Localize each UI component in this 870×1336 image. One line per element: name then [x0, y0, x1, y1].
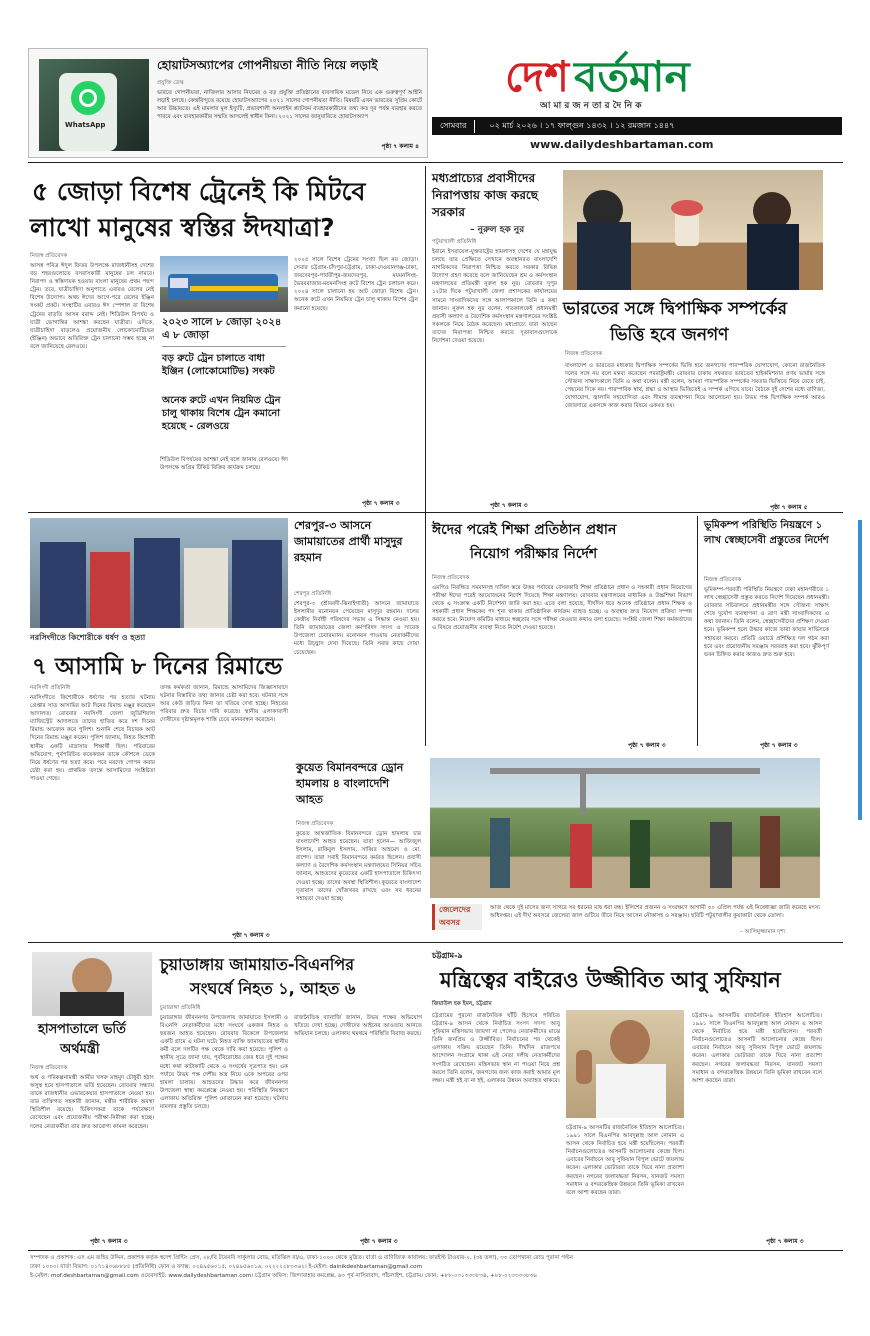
kuwait-byline: নিজস্ব প্রতিবেদক	[296, 821, 334, 827]
narsingdi-byline: নরসিংদী প্রতিনিধি	[30, 685, 71, 691]
sherpur-headline[interactable]: শেরপুর-৩ আসনে জামায়াতের প্রার্থী মাসুদুর রহমান	[294, 519, 403, 564]
kuwait-body: কুয়েত আন্তর্জাতিক বিমানবন্দরে ড্রোন হামলায় চার বাংলাদেশি আহত হয়েছেন। তারা হলেন— আজিজুল ইসলাম, রাকিবুল ইসলাম, সাব্বির আহমেদ ও মো. রাশেদ। তারা সবাই বিমানবন্দরে কর্মরত ছিলেন। প্রবাসী কল্যাণ ও বৈদেশিক কর্মসংস্থান মন্ত্রণালয়ের সিনিয়র সচিব জানান, আহতদের কুয়েতের একটি হাসপাতালে চিকিৎসা দেওয়া হচ্ছে। তাদের অবস্থা স্থিতিশীল। কুয়েতে বাংলাদেশ দূতাবাস তাদের খোঁজখবর রাখছে এবং সব ধরনের সহায়তা দেওয়া হচ্ছে।	[296, 831, 421, 902]
lead-headline-1[interactable]: ৫ জোড়া বিশেষ ট্রেনেই কি মিটবে	[32, 177, 366, 206]
police-photo	[30, 518, 288, 628]
pull-quote-2: বড় রুটে ট্রেন চালাতে বাধা ইঞ্জিন (লোকোমোটিভ) সংকট	[162, 353, 275, 377]
india-continued[interactable]: পৃষ্ঠা ৭ কলাম ৫	[770, 504, 808, 511]
lead-headline-2[interactable]: লাখো মানুষের স্বস্তির ঈদযাত্রা?	[30, 213, 335, 242]
expat-continued[interactable]: পৃষ্ঠা ৭ কলাম ৩	[490, 502, 528, 509]
narsingdi-continued[interactable]: পৃষ্ঠা ৭ কলাম ৩	[232, 932, 270, 939]
whatsapp-phone-image	[39, 59, 149, 151]
train-photo	[160, 256, 288, 312]
expat-byline: পটুয়াখালী প্রতিনিধি	[432, 239, 477, 245]
hospital-body: অর্থ ও পরিকল্পনামন্ত্রী আমীর খসরু মাহমুদ চৌধুরী হঠাৎ অসুস্থ হয়ে হাসপাতালে ভর্তি হয়েছেন। রোববার সন্ধ্যায় তাকে রাজধানীর এভারকেয়ার হাসপাতালে নেওয়া হয়। তার ব্যক্তিগত সহকারী জানান, মন্ত্রীর শারীরিক অবস্থা স্থিতিশীল রয়েছে। চিকিৎসকরা তাকে পর্যবেক্ষণে রেখেছেন এবং প্রয়োজনীয় পরীক্ষা-নিরীক্ষা করা হচ্ছে। দলের নেতাকর্মীরা তার দ্রুত আরোগ্য কামনা করেছেন।	[30, 1075, 154, 1130]
promo-continued[interactable]: পৃষ্ঠা ৭ কলাম ৪	[381, 143, 419, 150]
quake-headline[interactable]: ভূমিকম্প পরিস্থিতি নিয়ন্ত্রণে ১ লাখ স্বেচ্ছাসেবী প্রস্তুতের নির্দেশ	[704, 520, 829, 546]
exam-headline-1[interactable]: ঈদের পরেই শিক্ষা প্রতিষ্ঠান প্রধান	[432, 522, 617, 538]
exam-byline: নিজস্ব প্রতিবেদক	[432, 575, 470, 581]
promo-byline: প্রযুক্তি ডেস্ক	[157, 80, 184, 86]
abu-sufian-photo	[566, 1010, 684, 1118]
narsingdi-body: নরসিংদীতে কিশোরীকে ধর্ষণের পর হত্যার ঘটনায় গ্রেপ্তার সাত আসামির আট দিনের রিমান্ড মঞ্জুর করেছেন আদালত। রোববার নরসিংদী জেলা জুডিশিয়াল ম্যাজিস্ট্রেট আদালতে তাদের হাজির করে দশ দিনের রিমান্ড আবেদন করে পুলিশ। শুনানি শেষে বিচারক আট দিনের রিমান্ড মঞ্জুর করেন। পুলিশ জানায়, নিহত কিশোরী স্থানীয় একটি মাদ্রাসার শিক্ষার্থী ছিল। পরিবারের অভিযোগ, পূর্বপরিচিত কয়েকজন তাকে কৌশলে ডেকে নিয়ে ধর্ষণের পর হত্যা করে। পরে মরদেহ গোপন করার চেষ্টা করা হয়। প্রাথমিক তদন্তে আসামিদের সংশ্লিষ্টতা পাওয়া গেছে।	[30, 695, 155, 782]
ctg-continued[interactable]: পৃষ্ঠা ৭ কলাম ৩	[766, 1238, 804, 1245]
app-badge: WhatsApp	[65, 121, 106, 129]
sherpur-byline: শেরপুর প্রতিনিধি	[294, 591, 331, 597]
chuadanga-body-2: রাজনৈতিক ব্যানার্জি জানান, উভয় পক্ষের অভিযোগ খতিয়ে দেখা হচ্ছে। দোষীদের আইনের আওতায় আনতে অভিযান চলছে। এলাকায় থমথমে পরিস্থিতি বিরাজ করছে।	[294, 1015, 422, 1038]
footer-divider	[28, 1250, 843, 1251]
ctg-label: চট্টগ্রাম-৯	[432, 951, 463, 960]
promo-title[interactable]: হোয়াটসঅ্যাপের গোপনীয়তা নীতি নিয়ে লড়াই	[157, 58, 378, 72]
expat-body: ইরানে ইসরায়েল-যুক্তরাষ্ট্রের হামলাসহ দেশের যে মহাযুদ্ধ চলছে তার প্রেক্ষিতে সেখানে অবস্থানরত বাংলাদেশি নাগরিকদের নিরাপত্তা নিশ্চিত করতে সরকার বিভিন্ন উদ্যোগ গ্রহণ করেছে বলে জানিয়েছেন শ্রম ও কর্মসংস্থান মন্ত্রণালয়ের প্রতিমন্ত্রী নুরুল হক নুর। রোববার দুপুর ১২টার দিকে পটুয়াখালী জেলা প্রশাসকের কার্যালয়ের সামনে সাংবাদিকদের সঙ্গে আলাপকালে তিনি এ কথা জানান। নুরুল হক নুর বলেন, গতকালকেই প্রধানমন্ত্রী প্রবাসী কল্যাণ ও বৈদেশিক কর্মসংস্থান মন্ত্রণালয়ের সংশ্লিষ্ট সকলকে নিয়ে বৈঠক করেছেন। মধ্যপ্রাচ্যে যারা আছেন তাদের নিরাপত্তা নিশ্চিত করতে দূতাবাসগুলোকে নির্দেশনা দেওয়া হয়েছে।	[432, 249, 557, 345]
ctg-headline[interactable]: মন্ত্রিত্বের বাইরেও উজ্জীবিত আবু সুফিয়ান	[440, 968, 781, 992]
india-body: বাংলাদেশ ও ভারতের মধ্যকার দ্বিপাক্ষিক সম্পর্কের ভিত্তি হবে জনগণের পারস্পরিক যোগাযোগ, কোনো রাজনৈতিক দলের সঙ্গে নয় বলে মন্তব্য করেছেন পররাষ্ট্রমন্ত্রী। রোববার ঢাকায় সফররত ভারতের হাইকমিশনার প্রণয় ভার্মার সঙ্গে সৌজন্য সাক্ষাৎকালে তিনি এ কথা বলেন। মন্ত্রী বলেন, আমরা পারস্পরিক সম্পর্কের সমতার ভিত্তিতে নিয়ে যেতে চাই, পেছনের দিকে নয়। পারস্পরিক স্বার্থ, শ্রদ্ধা ও আস্থার ভিত্তিতেই এ সম্পর্ক এগিয়ে যাবে। বৈঠকে দুই দেশের মধ্যে বাণিজ্য, যোগাযোগ, জ্বালানি সহযোগিতা এবং সীমান্ত ব্যবস্থাপনা নিয়ে আলোচনা হয়। উভয় পক্ষ দ্বিপাক্ষিক সম্পর্ক আরও জোরদারে একসঙ্গে কাজ করার বিষয়ে একমত হয়।	[565, 363, 825, 410]
exam-continued[interactable]: পৃষ্ঠা ৭ কলাম ৩	[628, 742, 666, 749]
hospital-byline: নিজস্ব প্রতিবেদক	[30, 1065, 68, 1071]
lead-col-tail: শিডিউল বিপর্যয়ের আশঙ্কা নেই বলে জানায় রেলওয়ে। ঈদ উপলক্ষে অগ্রিম টিকিট বিক্রির কার্যক্রম চলছে।	[160, 457, 288, 472]
exam-headline-2[interactable]: নিয়োগ পরীক্ষার নির্দেশ	[470, 546, 598, 562]
chuadanga-body: চুয়াডাঙ্গার জীবননগর উপজেলায় জামায়াতে ইসলামী ও বিএনপি নেতাকর্মীদের মধ্যে সংঘর্ষে একজন নিহত ও ছয়জন আহত হয়েছেন। রোববার বিকেলে উপজেলার একটি গ্রামে এ ঘটনা ঘটে। নিহত ব্যক্তি জামায়াতের স্থানীয় কর্মী বলে দলটির পক্ষ থেকে দাবি করা হয়েছে। পুলিশ ও স্থানীয় সূত্রে জানা যায়, পূর্ববিরোধের জের ধরে দুই পক্ষের মধ্যে কথা কাটাকাটি থেকে এ সংঘর্ষের সূত্রপাত হয়। এক পর্যায়ে উভয় পক্ষ দেশীয় অস্ত্র নিয়ে একে অপরের ওপর হামলা চালায়। আহতদের উদ্ধার করে জীবননগর উপজেলা স্বাস্থ্য কমপ্লেক্সে নেওয়া হয়। পরিস্থিতি নিয়ন্ত্রণে এলাকায় অতিরিক্ত পুলিশ মোতায়েন করা হয়েছে। ঘটনায় মামলার প্রস্তুতি চলছে।	[160, 1015, 288, 1111]
india-byline: নিজস্ব প্রতিবেদক	[565, 351, 603, 357]
fishing-label-2: অবসর	[439, 918, 461, 927]
v-divider-2	[697, 516, 698, 746]
date-day: সোমবার	[432, 120, 475, 133]
date-full: ০২ মার্চ ২০২৬ । ১৭ ফাল্গুন ১৪৩২ । ১২ রমজান ১৪৪৭	[489, 120, 675, 130]
india-headline-1[interactable]: ভারতের সঙ্গে দ্বিপাক্ষিক সম্পর্কের	[563, 299, 787, 319]
fishing-photo	[430, 758, 820, 898]
whatsapp-logo-icon	[79, 89, 97, 107]
meeting-photo	[563, 170, 823, 290]
quake-continued[interactable]: পৃষ্ঠা ৭ কলাম ৩	[760, 742, 798, 749]
lead-col-1: আসন্ন পবিত্র ঈদুল ফিতর উপলক্ষে রাজধানীসহ দেশের বড় শহরগুলোতে বসবাসকারী মানুষের ঢল নামবে। নিরাপদ ও স্বস্তিদায়ক হওয়ায় বাংলা মানুষের প্রথম পছন্দ ট্রেন। তবে, যাত্রীচাহিদা অনুপাতে এবারও রেলের নেই বিশেষ উদ্যোগ। অথচ ঈদের আগে-পরে রেলের ইঞ্জিন সংকট প্রকট। সংস্থাটির এবারও ঈদ স্পেশাল বা বিশেষ ট্রেনের বাড়তি আসন বরাদ্দ নেই। শিডিউল বিপর্যয় ও যাত্রী ভোগান্তির আশঙ্কা করছেন যাত্রীরা। এদিকে, যাত্রীচাহিদা বাড়লেও প্রয়োজনীয় লোকোমোটিভের (ইঞ্জিন) অভাবে অতিরিক্ত ট্রেন চালানো সম্ভব হচ্ছে না বলে জানিয়েছে রেলওয়ে।	[30, 263, 154, 350]
india-headline-2[interactable]: ভিত্তি হবে জনগণ	[610, 325, 729, 345]
h-divider-3	[28, 942, 843, 943]
promo-body: ভারতে গোপনীয়তা, নাজিলার আসার নিয়মের ও বড় প্রযুক্তি প্রতিষ্ঠানের ব্যবসায়িক মডেল নিয়ে এক গুরুত্বপূর্ণ আইনি লড়াই চলছে। কেন্দ্রবিন্দুতে রয়েছে হোয়াটসঅ্যাপের ২০২১ সালের গোপনীয়তা নীতি। বিষয়টি এখন ভারতের সুপ্রিম কোর্টে আর উচ্চায়তে। এই মামলার মূল ইস্যুটি, প্রভাবশালী অনলাইন প্ল্যাটফর্ম ব্যবহারকারীদের তথ্য কত দূর পর্যন্ত ব্যবহার করতে পারবে এবং ব্যবহারকারীর সম্মতি আসলেই স্বাধীন কিনা। ২০২১ সালের জানুয়ারিতে হোয়াটসঅ্যাপ	[157, 90, 422, 120]
fishing-label-1: জেলেদের	[439, 905, 471, 914]
pull-quote-3: অনেক রুটে এখন নিয়মিত ট্রেন চালু থাকায় বিশেষ ট্রেন কমানো হয়েছে - রেলওয়ে	[162, 395, 281, 432]
sherpur-body: শেরপুর-৩ (শ্রীবরদী-ঝিনাইগাতী) আসনে জামায়াতে ইসলামীর মনোনয়ন পেয়েছেন মাসুদুর রহমান। দলের কেন্দ্রীয় নির্বাহী পরিষদের সভায় এ সিদ্ধান্ত নেওয়া হয়। তিনি জামায়াতের জেলা কর্মপরিষদ সদস্য ও সাবেক উপজেলা চেয়ারম্যান। মনোনয়ন পাওয়ায় নেতাকর্মীদের মধ্যে উচ্ছ্বাস দেখা দিয়েছে। তিনি সবার কাছে দোয়া চেয়েছেন।	[294, 601, 419, 656]
kuwait-headline[interactable]: কুয়েত বিমানবন্দরে ড্রোন হামলায় ৪ বাংলাদেশি আহত	[296, 761, 404, 806]
masthead-tagline: আ মা র জ ন তা র দৈ নি ক	[540, 101, 642, 111]
lead-byline: নিজস্ব প্রতিবেদক	[30, 253, 68, 259]
quake-body: ভূমিকম্প-পরবর্তী পরিস্থিতি নিয়ন্ত্রণে ঢাকা মহানগরীতে ১ লাখ স্বেচ্ছাসেবী প্রস্তুত করতে নির্দেশ দিয়েছেন প্রধানমন্ত্রী। রোববার সচিবালয়ে প্রধানমন্ত্রীর সঙ্গে সৌজন্য সাক্ষাৎ শেষে দুর্যোগ ব্যবস্থাপনা ও ত্রাণ মন্ত্রী সাংবাদিকদের এ কথা জানান। তিনি বলেন, স্বেচ্ছাসেবীদের প্রশিক্ষণ দেওয়া হবে। ভূমিকম্প হলে উদ্ধার কাজে তারা ফায়ার সার্ভিসকে সহায়তা করবে। প্রতিটি ওয়ার্ডে প্রশিক্ষিত দল গঠন করা হবে এবং প্রয়োজনীয় সরঞ্জাম সরবরাহ করা হবে। ঝুঁকিপূর্ণ ভবন চিহ্নিত করার কাজও দ্রুত শুরু হবে।	[704, 587, 829, 658]
masthead-bartaman: বর্তমান	[574, 52, 690, 101]
footer-line-2: ঢাকা ১০০০। বার্তা বিভাগ: ০১৭১৪০৬৮৮৮৫ (প্রতিনিধি) ফোন ও ফ্যাক্স: ০২৪৯৫৬০১৫, ০২৪৯৫৬০১৬, ০২২২২২৮৩৩৬২। ই-মেইল: dainikdeshbartaman@gmail.com	[30, 1264, 423, 1270]
fishing-caption: আজ থেকে দুই মাসের জন্য সাগরে সব ধরনের মাছ ধরা বন্ধ। ইলিশের প্রজনন ও সংরক্ষণে আগামী ৩০ এপ্রিল পর্যন্ত এই নিষেধাজ্ঞা জারি করেছে মৎস্য অধিদপ্তর। এই দীর্ঘ অবসরে জেলেরা জাল গুটিয়ে তীরে নিয়ে আসেন নৌকাসহ ও সরঞ্জাম। ছবিটি পটুয়াখালীর কুয়াকাটা থেকে তোলা।	[490, 905, 820, 920]
footer-line-3: ই-মেইল: mof.deshbartaman@gmail.com ওয়েবসাইট: www.dailydeshbartaman.com। চট্টগ্রাম অফিস: জিন্দাবাহার কমপ্লেক্স, ৬৩ পূর্ব নাসিরাবাদ, পাঁচলাইশ, চট্টগ্রাম। ফোন: +৮৮-০৩১৩৩৩৮৩৪, +৮৮-০২৩৩৩৩৮৩৬	[30, 1273, 537, 1279]
pull-quote-1: ২০২৩ সালে ৮ জোড়া ২০২৪ এ ৮ জোড়া	[162, 316, 286, 347]
quake-byline: নিজস্ব প্রতিবেদক	[704, 577, 742, 583]
expat-headline[interactable]: মধ্যপ্রাচ্যের প্রবাসীদের নিরাপত্তায় কাজ করছে সরকার	[432, 171, 539, 219]
h-divider-2	[28, 512, 843, 513]
lead-continued[interactable]: পৃষ্ঠা ৭ কলাম ৩	[362, 500, 400, 507]
ctg-body-right: চট্টগ্রাম-৯ আসনটির রাজনৈতিক ইতিহাস আলোচিত। ১৯৯১ সালে বিএনপির আবদুল্লাহ আল নোমান এ আসন থেকে নির্বাচিত হয়ে মন্ত্রী হয়েছিলেন। পরবর্তী নির্বাচনগুলোতেও আসনটি আলোচনার কেন্দ্রে ছিল। এবারের নির্বাচনে আবু সুফিয়ান বিপুল ভোটে জয়লাভ করেন। এলাকার ভোটাররা তাকে ঘিরে নানা প্রত্যাশা করছেন। নগরের জলাবদ্ধতা নিরসন, যানজট সমস্যা সমাধান ও বন্দরকেন্দ্রিক উন্নয়নে তিনি ভূমিকা রাখবেন বলে আশা করছেন তারা।	[692, 1013, 822, 1084]
promo-box[interactable]	[28, 48, 428, 158]
ctg-byline: জিয়াউল হক ইমন, চট্টগ্রাম	[432, 1001, 492, 1007]
hospital-headline-2[interactable]: অর্থমন্ত্রী	[60, 1042, 100, 1057]
narsingdi-caption[interactable]: নরসিংদীতে কিশোরীকে ধর্ষণ ও হত্যা	[30, 633, 146, 642]
hospital-headline-1[interactable]: হাসপাতালে ভর্তি	[38, 1022, 126, 1037]
ctg-body: চট্টগ্রামের পুরনো রাজনৈতিক ঘাঁটি হিসেবে পরিচিত চট্টগ্রাম-৯ আসন থেকে নির্বাচিত সংসদ সদস্য আবু সুফিয়ান মন্ত্রিসভায় জায়গা না পেলেও নেতাকর্মীদের মাঝে তিনি জনপ্রিয় ও উজ্জীবিত। নির্বাচনের পর থেকেই এলাকায় সক্রিয় রয়েছেন তিনি। দীর্ঘদিন রাজপথে আন্দোলন সংগ্রামে থাকা এই নেতা দলীয় নেতাকর্মীদের সংগঠিত রেখেছেন। মন্ত্রিসভায় স্থান না পাওয়া নিয়ে প্রশ্ন করলে তিনি বলেন, জনগণের জন্য কাজ করাই আমার মূল লক্ষ্য। মন্ত্রী হই বা না হই, এলাকার উন্নয়ন অব্যাহত থাকবে।	[432, 1013, 560, 1084]
header-divider	[28, 162, 843, 163]
side-edge-accent	[858, 520, 862, 820]
finance-minister-photo	[32, 952, 152, 1016]
v-divider-1	[425, 166, 426, 746]
chuadanga-headline-1[interactable]: চুয়াডাঙ্গায় জামায়াত-বিএনপির	[160, 955, 354, 974]
website-url[interactable]: www.dailydeshbartaman.com	[530, 138, 714, 151]
footer	[30, 1254, 840, 1281]
date-bar	[432, 117, 842, 135]
narsingdi-headline[interactable]: ৭ আসামি ৮ দিনের রিমান্ডে	[32, 654, 283, 680]
footer-line-1: সম্পাদক ও প্রকাশক: এস এম জহির উদ্দিন, প্রকাশক কর্তৃক স্বদেশ প্রিন্টিং প্রেস, ২৮/বি টয়েনবি সার্কুলার রোড, মতিঝিল বা/এ, ঢাকা-১০০০ থেকে মুদ্রিত। বার্তা ও বাণিজ্যিক কার্যালয়: ফারইস্ট টাওয়ার-২, (৩য় তলা), ৩৩ তোপখানা রোড পুরানা পল্টন	[30, 1255, 574, 1261]
chuadanga-continued[interactable]: পৃষ্ঠা ৭ কলাম ৩	[360, 1238, 398, 1245]
ctg-body-2: চট্টগ্রাম-৯ আসনটির রাজনৈতিক ইতিহাস আলোচিত। ১৯৯১ সালে বিএনপির আবদুল্লাহ আল নোমান এ আসন থেকে নির্বাচিত হয়ে মন্ত্রী হয়েছিলেন। পরবর্তী নির্বাচনগুলোতেও আসনটি আলোচনার কেন্দ্রে ছিল। এবারের নির্বাচনে আবু সুফিয়ান বিপুল ভোটে জয়লাভ করেন। এলাকার ভোটাররা তাকে ঘিরে নানা প্রত্যাশা করছেন। নগরের জলাবদ্ধতা নিরসন, যানজট সমস্যা সমাধান ও বন্দরকেন্দ্রিক উন্নয়নে তিনি ভূমিকা রাখবেন বলে আশা করছেন তারা।	[566, 1125, 684, 1196]
fishing-label	[432, 904, 482, 930]
narsingdi-body-2: তদন্ত কর্মকর্তা জানান, রিমান্ডে আসামিদের জিজ্ঞাসাবাদে ঘটনার বিস্তারিত তথ্য জানার চেষ্টা করা হবে। ঘটনার সঙ্গে আর কেউ জড়িত কিনা তা খতিয়ে দেখা হচ্ছে। নিহতের পরিবার দ্রুত বিচার দাবি করেছে। স্থানীয় এলাকাবাসী দোষীদের দৃষ্টান্তমূলক শাস্তি চেয়ে মানববন্ধন করেছেন।	[160, 685, 288, 724]
chuadanga-headline-2[interactable]: সংঘর্ষে নিহত ১, আহত ৬	[190, 979, 356, 998]
chuadanga-byline: চুয়াডাঙ্গা প্রতিনিধি	[160, 1005, 201, 1011]
fishing-credit: – আলিমুজ্জামান দৃশ্য	[740, 929, 786, 935]
exam-body: এমপিও নিবন্ধিত সমমানসহ দাখিল স্তরে উত্তর পর্যায়ের বেসরকারি শিক্ষা প্রতিষ্ঠানে প্রধান ও সহকারী প্রধান নিয়োগের পরীক্ষা ঈদের পরেই আয়োজনের নির্দেশ দিয়েছে শিক্ষা মন্ত্রণালয়। রোববার মন্ত্রণালয়ের মাধ্যমিক ও উচ্চশিক্ষা বিভাগ থেকে এ সংক্রান্ত একটি নির্দেশনা জারি করা হয়। এতে বলা হয়েছে, দীর্ঘদিন ধরে অনেক প্রতিষ্ঠানে প্রধান শিক্ষক ও সহকারী প্রধান শিক্ষকের পদ শূন্য থাকায় প্রাতিষ্ঠানিক কার্যক্রম ব্যাহত হচ্ছে। এ অবস্থায় দ্রুত নিয়োগ প্রক্রিয়া সম্পন্ন করতে হবে। নিয়োগ কমিটির মাধ্যমে স্বচ্ছতার সঙ্গে পরীক্ষা নেওয়ার কথাও বলা হয়েছে। সংশ্লিষ্ট জেলা শিক্ষা কর্মকর্তাদের এ বিষয়ে প্রয়োজনীয় ব্যবস্থা নিতে নির্দেশ দেওয়া হয়েছে।	[432, 585, 692, 632]
expat-author: – নুরুল হক নুর	[470, 225, 525, 235]
masthead-desh: দেশ	[505, 52, 569, 101]
hospital-continued[interactable]: পৃষ্ঠা ৭ কলাম ৩	[90, 1238, 128, 1245]
lead-col-3: ২০২৫ সালে বিশেষ ট্রেনের সংখ্যা ছিল নয় জোড়া। সেবার চট্টগ্রাম-চাঁদপুর-চট্টগ্রাম, ঢাকা-দেওয়ানগঞ্জ-ঢাকা, জয়দেবপুর-পার্বতীপুর-জয়দেবপুর, ময়মনসিংহ-ভৈরববাজার-ময়মনসিংহ রুটে বিশেষ ট্রেন চলাচল করে। ২০২৪ সালে চালানো হয় আট জোড়া বিশেষ ট্রেন। অনেক রুটে এখন নিয়মিত ট্রেন চালু থাকায় বিশেষ ট্রেন কমানো হয়েছে।	[294, 257, 418, 312]
